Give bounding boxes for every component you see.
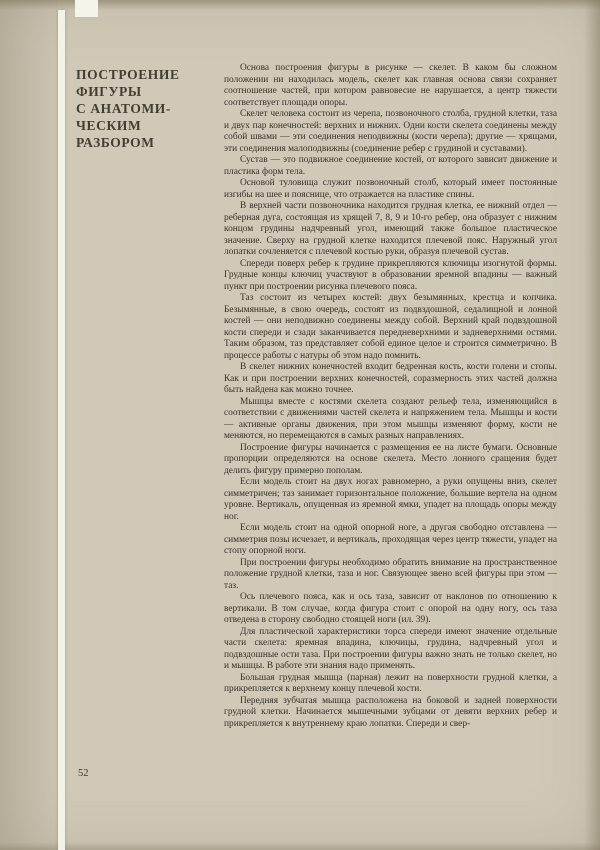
paragraph: Ось плечевого пояса, как и ось таза, зависит от наклонов по отношению к вертикали. В том случае, когда фигура стоит с опорой на одну ногу, ось таза отведена в сторону свободно стоящей ноги (ил. 39). — [224, 592, 557, 625]
page-number: 52 — [78, 768, 89, 779]
paragraph: Для пластической характеристики торса спереди имеют значение отдельные части скелета: яремная впадина, ключицы, грудина, надчревный угол и подвздошные ости таза. При построении фигуры важно знать не только скелет, но и мышцы. В работе эти знания надо применять. — [224, 626, 557, 671]
chapter-heading-line: ФИГУРЫ — [76, 84, 142, 99]
paragraph: Таз состоит из четырех костей: двух безымянных, крестца и копчика. Безымянные, в свою очередь, состоят из подвздошной, седалищной и лонной костей — они неподвижно соединены между собой. Верхний край подвздошной кости спереди и сзади заканчивается передневерхними и задневерхними остями. Таким образом, таз представляет собой единое целое и строится симметрично. В процессе работы с натуры об этом надо помнить. — [224, 293, 557, 361]
chapter-heading-line: ПОСТРОЕНИЕ — [76, 67, 180, 82]
scan-edge-bottom — [0, 842, 600, 850]
chapter-heading-line: С АНАТОМИ- — [76, 101, 172, 116]
scan-corner-notch — [75, 0, 98, 17]
paragraph: В скелет нижних конечностей входит бедренная кость, кости голени и стопы. Как и при построении верхних конечностей, соразмерность этих частей должна быть найдена как можно точнее. — [224, 362, 557, 395]
page-binding-strip — [58, 10, 65, 850]
body-text-column — [224, 63, 557, 795]
paragraph: Большая грудная мышца (парная) лежит на поверхности грудной клетки, а прикрепляется к верхнему концу плечевой кости. — [224, 672, 557, 694]
paragraph: Скелет человека состоит из черепа, позвоночного столба, грудной клетки, таза и двух пар конечностей: верхних и нижних. Одни кости скелета соединены между собой швами — эти соединения неподвижны (кости черепа); другие — хрящами, эти соединения малоподвижны (соединение ребер с грудиной и суставами). — [224, 109, 557, 154]
chapter-heading — [76, 66, 221, 151]
paragraph: Спереди поверх ребер к грудине прикрепляются ключицы изогнутой формы. Грудные концы ключиц участвуют в образовании яремной впадины — важный пункт при построении рисунка плечевого пояса. — [224, 258, 557, 292]
paragraph: Основой туловища служит позвоночный столб, который имеет постоянные изгибы на шее и пояснице, что отражается на пластике спины. — [224, 178, 557, 200]
paragraph: Основа построения фигуры в рисунке — скелет. В каком бы сложном положении ни находилась модель, скелет как главная основа связи сохраняет соотношение частей, при котором равновесие не нарушается, а центр тяжести соответствует площади опоры. — [224, 63, 557, 108]
scan-edge-left — [0, 0, 58, 850]
paragraph: Если модель стоит на одной опорной ноге, а другая свободно отставлена — симметрия позы исчезает, и вертикаль, проходящая через центр тяжести, упадет на стопу опорной ноги. — [224, 523, 557, 556]
paragraph: Передняя зубчатая мышца расположена на боковой и задней поверхности грудной клетки. Начинается мышечными зубцами от девяти верхних ребер и прикрепляется к внутреннему краю лопатки. Спереди и свер- — [224, 695, 557, 729]
paragraph: Построение фигуры начинается с размещения ее на листе бумаги. Основные пропорции определяются на основе скелета. Место лонного сращения будет делить фигуру примерно пополам. — [224, 442, 557, 476]
paragraph: Если модель стоит на двух ногах равномерно, а руки опущены вниз, скелет симметричен; таз занимает горизонтальное положение, большие вертела на одном уровне. Вертикаль, опущенная из яремной ямки, упадет на площадь опоры между ног. — [224, 477, 557, 522]
paragraph: Мышцы вместе с костями скелета создают рельеф тела, изменяющийся в соответствии с движениями частей скелета и напряжением тела. Мышцы и кости — активные органы движения, при этом мышцы изменяют форму, кости не меняются, но перемещаются в самых разных направлениях. — [224, 396, 557, 441]
chapter-heading-line: РАЗБОРОМ — [76, 135, 155, 150]
paragraph: При построении фигуры необходимо обратить внимание на пространственное положение грудной клетки, таза и ног. Связующее звено всей фигуры при этом — таз. — [224, 557, 557, 591]
paragraph: Сустав — это подвижное соединение костей, от которого зависит движение и пластика форм тела. — [224, 155, 557, 177]
chapter-heading-line: ЧЕСКИМ — [76, 118, 142, 133]
scan-edge-right — [584, 0, 600, 850]
paragraph: В верхней части позвоночника находится грудная клетка, ее нижний отдел — реберная дуга, состоящая из хрящей 7, 8, 9 и 10-го ребер, она образует с нижним концом грудины надчревный угол, имеющий также большое пластическое значение. Сверху на грудной клетке находится плечевой пояс. Наружный угол лопатки сочленяется с плечевой костью руки, образуя плечевой сустав. — [224, 201, 557, 257]
